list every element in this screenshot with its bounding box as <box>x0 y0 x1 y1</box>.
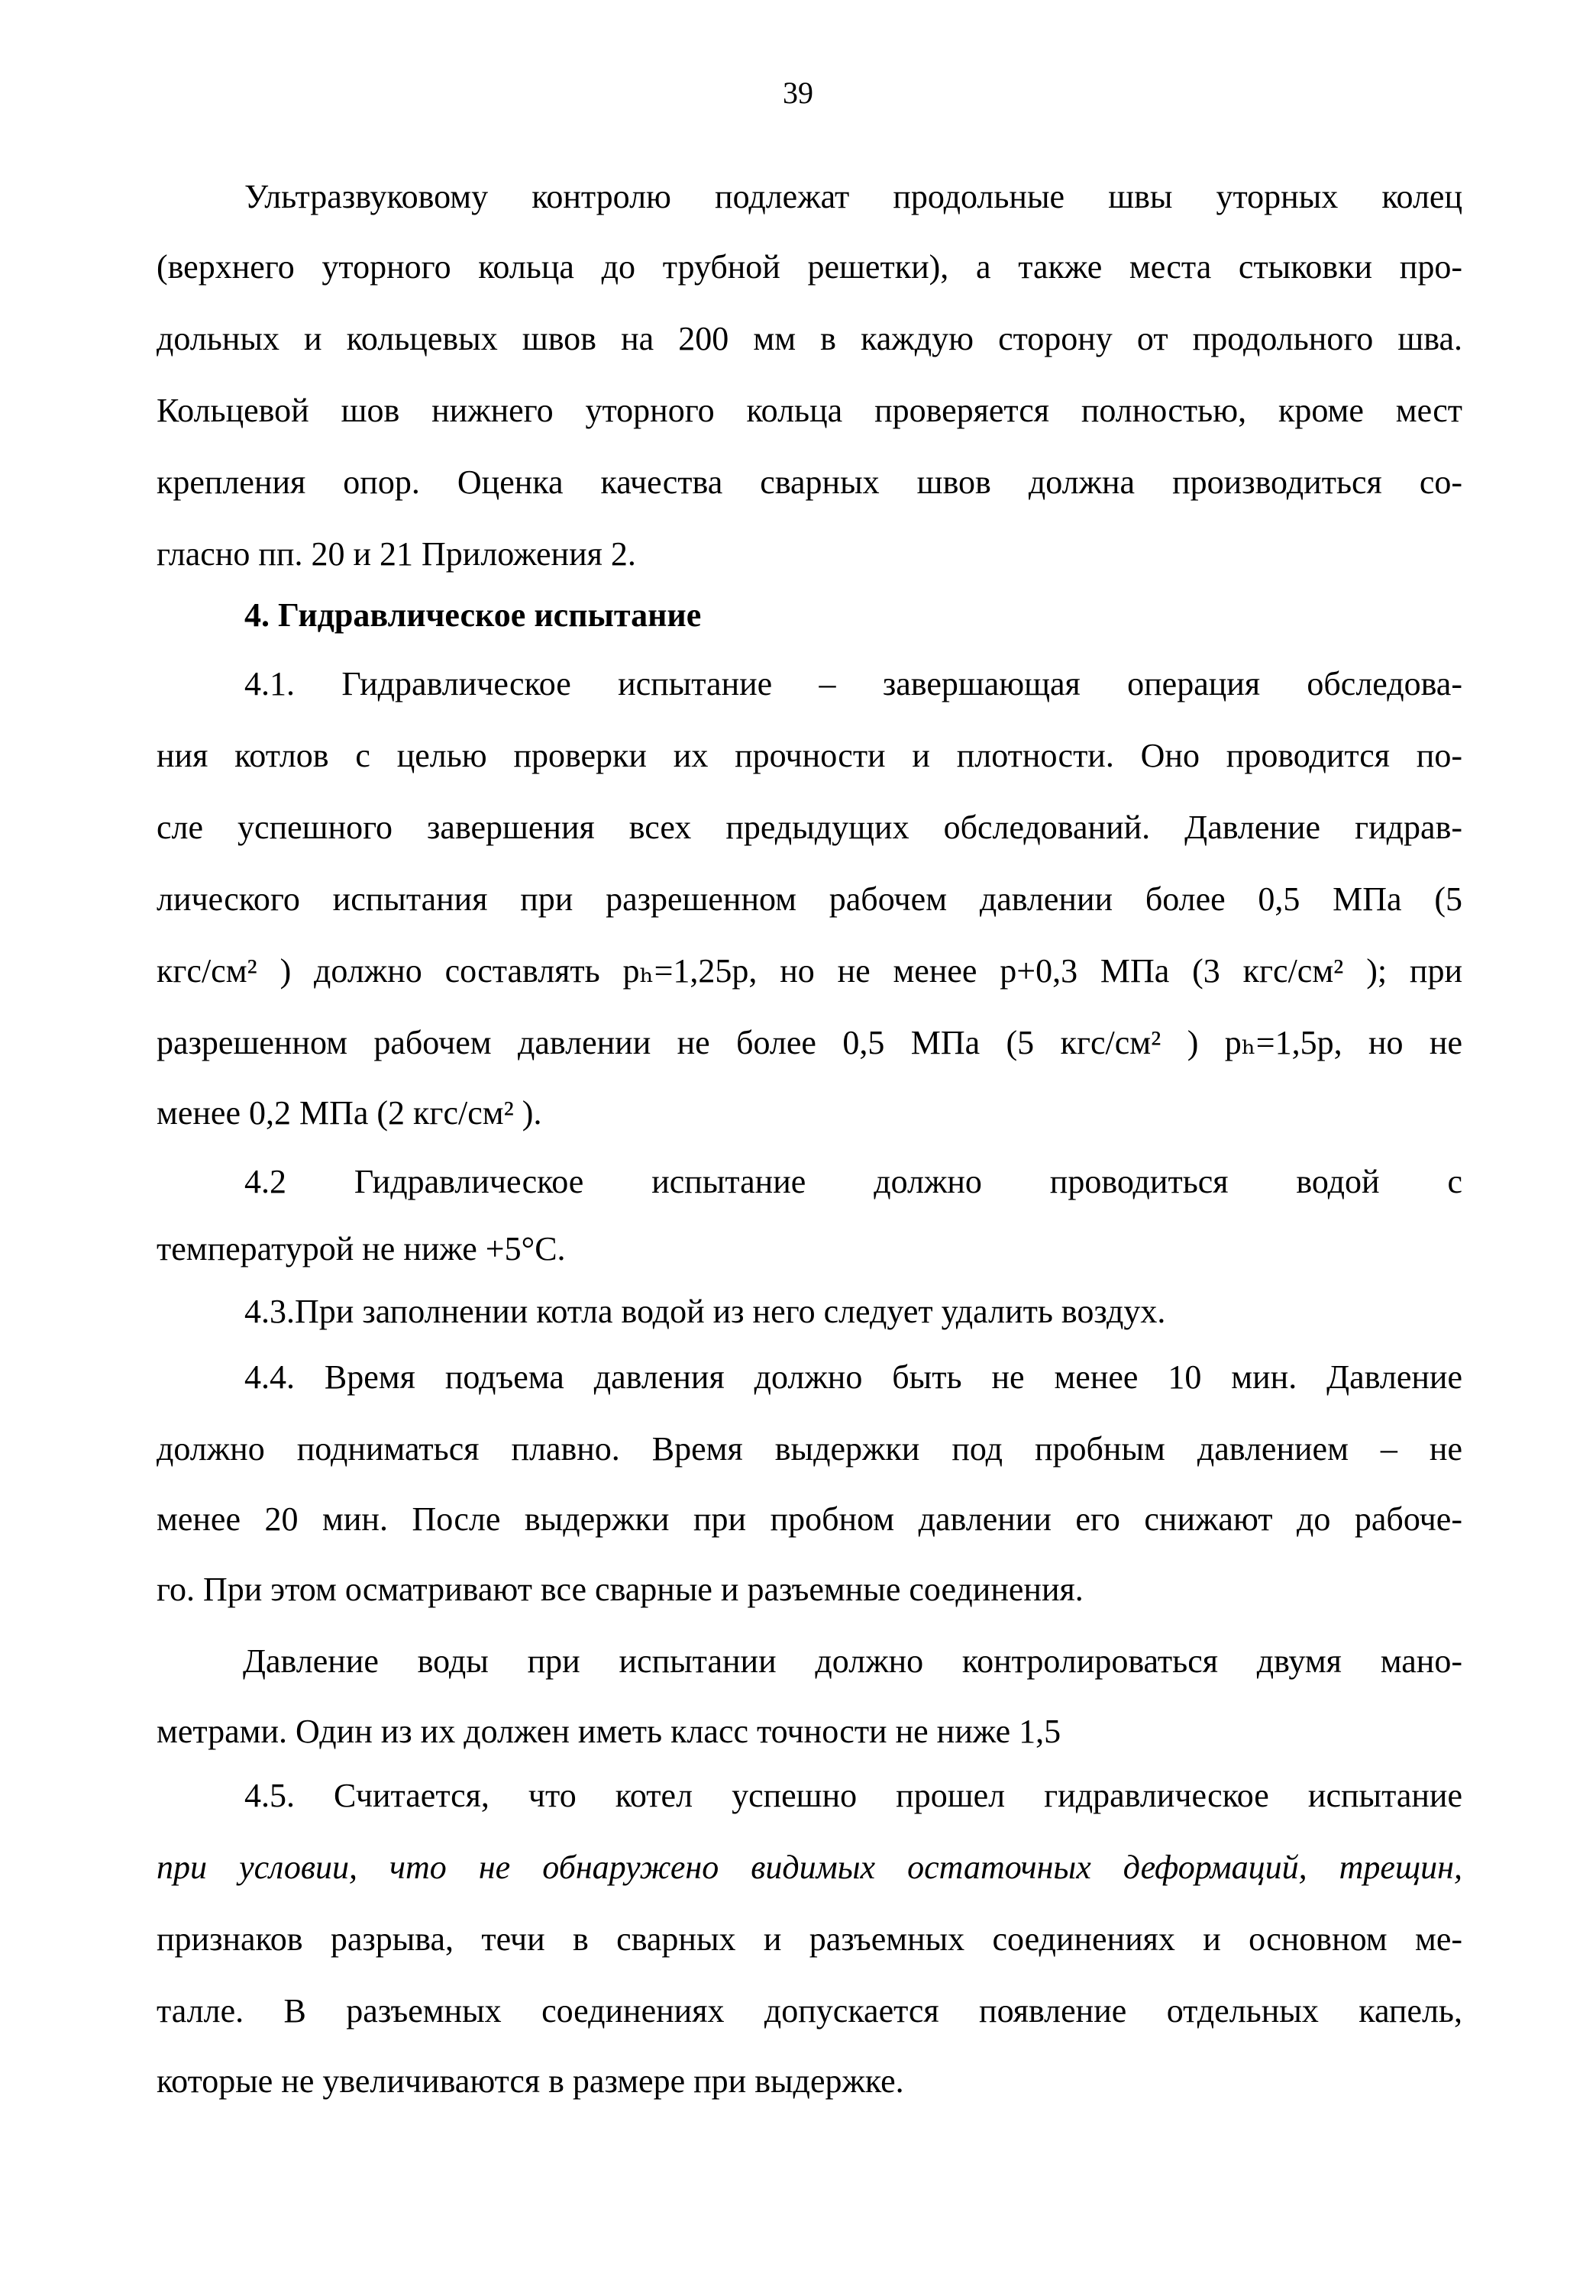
paragraph-line: менее 0,2 МПа (2 кгс/см² ). <box>157 1094 542 1132</box>
paragraph-line: Давление воды при испытании должно контролироваться двумя мано- <box>243 1642 1462 1680</box>
paragraph-line: при условии, что не обнаружено видимых остаточных деформаций, трещин, <box>157 1849 1462 1886</box>
paragraph-line: 4.1. Гидравлическое испытание – завершающая операция обследова- <box>244 665 1462 702</box>
paragraph-line: лического испытания при разрешенном рабочем давлении более 0,5 МПа (5 <box>157 880 1462 918</box>
paragraph-line: 4.4. Время подъема давления должно быть не менее 10 мин. Давление <box>244 1358 1462 1396</box>
paragraph-line: Кольцевой шов нижнего уторного кольца проверяется полностью, кроме мест <box>157 392 1462 429</box>
paragraph-line: разрешенном рабочем давлении не более 0,5 МПа (5 кгс/см² ) pₕ=1,5p, но не <box>157 1024 1462 1061</box>
paragraph-line: ния котлов с целью проверки их прочности и плотности. Оно проводится по- <box>157 737 1462 774</box>
page-number: 39 <box>783 76 813 110</box>
paragraph-line: го. При этом осматривают все сварные и разъемные соединения. <box>157 1571 1084 1608</box>
paragraph-line: которые не увеличиваются в размере при выдержке. <box>157 2062 904 2100</box>
paragraph-line: 4.2 Гидравлическое испытание должно проводиться водой с <box>244 1163 1462 1200</box>
paragraph-line: (верхнего уторного кольца до трубной решетки), а также места стыковки про- <box>157 248 1462 286</box>
paragraph-line: талле. В разъемных соединениях допускается появление отдельных капель, <box>157 1992 1462 2030</box>
paragraph-line: метрами. Один из их должен иметь класс точности не ниже 1,5 <box>157 1713 1061 1750</box>
paragraph-line: крепления опор. Оценка качества сварных швов должна производиться со- <box>157 463 1462 501</box>
paragraph-line: 4.3.При заполнении котла водой из него следует удалить воздух. <box>244 1293 1166 1330</box>
paragraph-line: должно подниматься плавно. Время выдержки под пробным давлением – не <box>157 1430 1462 1468</box>
paragraph-line: температурой не ниже +5°С. <box>157 1230 566 1267</box>
paragraph-line: 4.5. Считается, что котел успешно прошел гидравлическое испытание <box>244 1777 1462 1814</box>
paragraph-line: признаков разрыва, течи в сварных и разъемных соединениях и основном ме- <box>157 1920 1462 1958</box>
section-heading: 4. Гидравлическое испытание <box>244 596 702 634</box>
paragraph-line: гласно пп. 20 и 21 Приложения 2. <box>157 535 636 573</box>
paragraph-line: менее 20 мин. После выдержки при пробном давлении его снижают до рабоче- <box>157 1500 1462 1538</box>
paragraph-line: дольных и кольцевых швов на 200 мм в каждую сторону от продольного шва. <box>157 320 1462 357</box>
paragraph-line: сле успешного завершения всех предыдущих обследований. Давление гидрав- <box>157 809 1462 846</box>
paragraph-line: кгс/см² ) должно составлять pₕ=1,25p, но не менее p+0,3 МПа (3 кгс/см² ); при <box>157 952 1462 990</box>
paragraph-line: Ультразвуковому контролю подлежат продольные швы уторных колец <box>244 178 1462 215</box>
